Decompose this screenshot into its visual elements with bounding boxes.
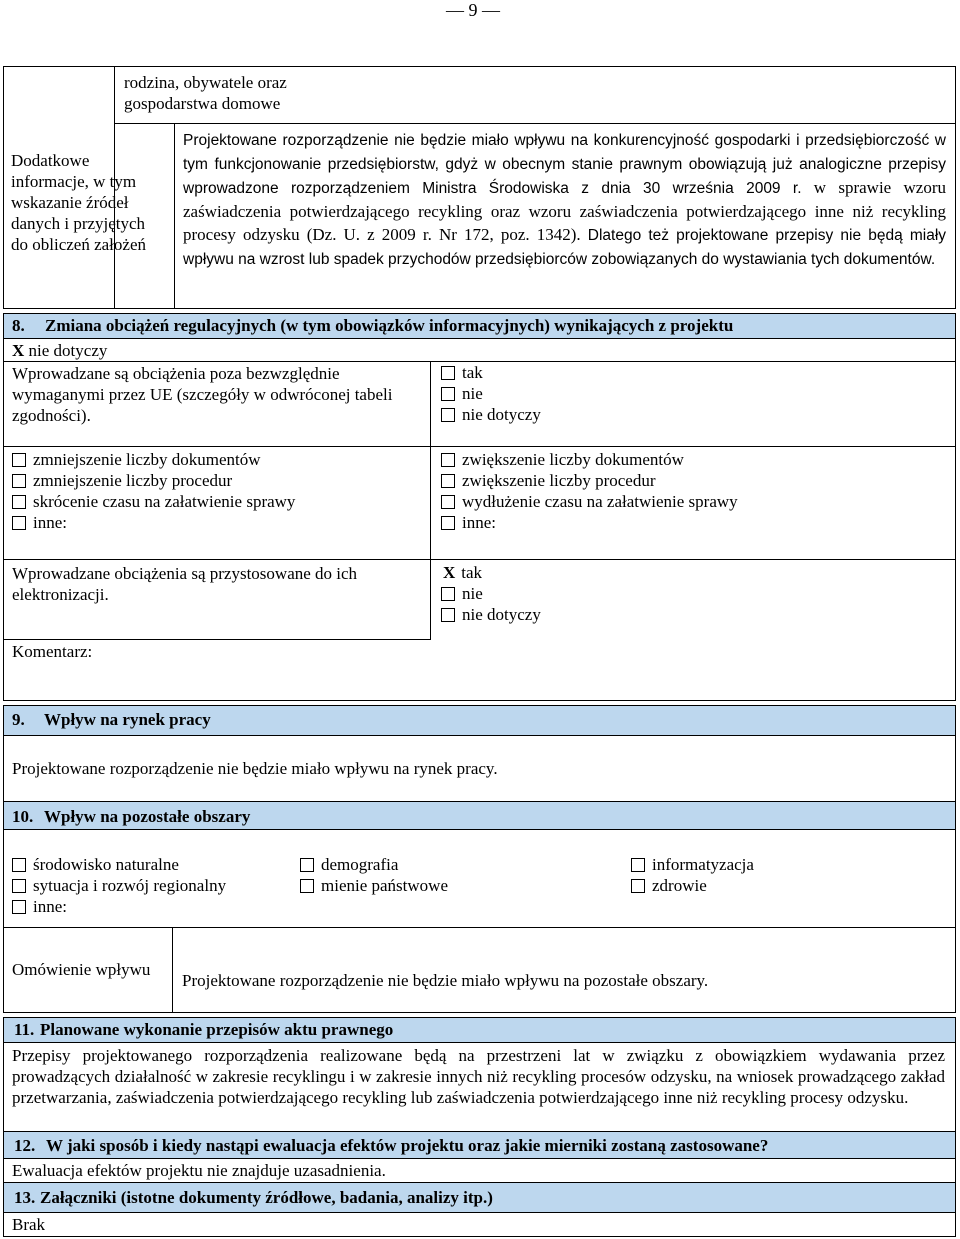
area-option-zdrowie[interactable]: zdrowie: [631, 876, 707, 896]
section13-body: [3, 1213, 956, 1237]
checkbox-icon[interactable]: [12, 453, 26, 467]
checkbox-icon[interactable]: [441, 495, 455, 509]
left-option-1[interactable]: zmniejszenie liczby dokumentów: [12, 450, 261, 470]
checkbox-icon[interactable]: [441, 387, 455, 401]
checkbox-icon[interactable]: [631, 858, 645, 872]
checkbox-icon[interactable]: [300, 858, 314, 872]
area-option-informatyzacja[interactable]: informatyzacja: [631, 855, 754, 875]
ue-option-nie-dotyczy[interactable]: nie dotyczy: [441, 405, 541, 425]
checkbox-icon[interactable]: [631, 879, 645, 893]
checkbox-icon[interactable]: [441, 474, 455, 488]
section9-title: Wpływ na rynek pracy: [44, 710, 211, 729]
checkbox-icon[interactable]: [12, 495, 26, 509]
right-option-1[interactable]: zwiększenie liczby dokumentów: [441, 450, 684, 470]
area-option-mienie[interactable]: mienie państwowe: [300, 876, 448, 896]
section13-title: Załączniki (istotne dokumenty źródłowe, badania, analizy itp.): [40, 1188, 493, 1207]
section13-text: Brak: [12, 1215, 46, 1234]
area-option-srodowisko[interactable]: środowisko naturalne: [12, 855, 179, 875]
section7-text-part1: Projektowane rozporządzenie nie będzie miało wpływu na konkurencyjność gospodarki i przedsiębiorczość w tym funkcjonowanie przedsiębiorstw, gdyż w obecnym stanie prawnym obowiązują już analogiczne przepisy wprowadzone rozporządzeniem Ministra Środowiska z dnia 30 września 2009 r.: [183, 132, 946, 197]
section11-title: Planowane wykonanie przepisów aktu prawnego: [40, 1020, 394, 1039]
electronic-question: Wprowadzane obciążenia są przystosowane do ich elektronizacji.: [12, 564, 358, 604]
section10-number: 10.: [12, 807, 34, 826]
section7-text-part3: Dlatego też projektowane przepisy nie będą miały wpływu na wzrost lub spadek przychodów przedsiębiorców zobowiązanych do wystawiania tych dokumentów.: [183, 227, 947, 268]
rodzina-label: rodzina, obywatele oraz gospodarstwa domowe: [124, 73, 287, 113]
area-option-demografia[interactable]: demografia: [300, 855, 398, 875]
checkbox-icon[interactable]: [441, 516, 455, 530]
omowienie-text: Projektowane rozporządzenie nie będzie miało wpływu na pozostałe obszary.: [182, 971, 709, 990]
checkbox-icon[interactable]: [12, 474, 26, 488]
komentarz-label: Komentarz:: [12, 642, 93, 661]
nie-dotyczy-row: [12, 341, 107, 361]
omowienie-label: Omówienie wpływu: [12, 960, 151, 979]
checkbox-icon[interactable]: [12, 900, 26, 914]
ue-question: Wprowadzane są obciążenia poza bezwzględnie wymaganymi przez UE (szczegóły w odwróconej tabeli zgodności).: [12, 364, 393, 425]
left-option-4[interactable]: inne:: [12, 513, 67, 533]
section11-text: Przepisy projektowanego rozporządzenia realizowane będą na przestrzeni lat w związku z obowiązkiem wydawania przez prowadzących działalność w zakresie recyklingu i w zakresie innych niż recykling procesów odzysku, na wniosek prowadzącego zakład przetwarzania, zaświadczenia potwierdzającego recykling lub zaświadczenia potwierdzającego inne niż recykling procesy odzysku.: [12, 1046, 945, 1107]
checkbox-icon[interactable]: [441, 453, 455, 467]
section8-title: Zmiana obciążeń regulacyjnych (w tym obowiązków informacyjnych) wynikających z projektu: [45, 316, 734, 335]
nie-dotyczy-mark[interactable]: X: [12, 341, 25, 360]
nie-dotyczy-label: nie dotyczy: [28, 341, 108, 360]
right-option-3[interactable]: wydłużenie czasu na załatwienie sprawy: [441, 492, 738, 512]
checkbox-icon[interactable]: [441, 608, 455, 622]
section8-number: 8.: [12, 316, 25, 335]
ue-option-tak[interactable]: tak: [441, 363, 483, 383]
electronic-option-nie-dotyczy[interactable]: nie dotyczy: [441, 605, 541, 625]
page-number: — 9 —: [446, 0, 500, 20]
electronic-option-nie[interactable]: nie: [441, 584, 483, 604]
electronic-tak-mark[interactable]: X: [443, 563, 456, 582]
section12-title: W jaki sposób i kiedy nastąpi ewaluacja efektów projektu oraz jakie mierniki zostaną zastosowane?: [46, 1136, 769, 1155]
checkbox-icon[interactable]: [12, 858, 26, 872]
dodatkowe-label: Dodatkowe informacje, w tym wskazanie źródeł danych i przyjętych do obliczeń założeń: [11, 151, 146, 254]
checkbox-icon[interactable]: [12, 516, 26, 530]
left-option-3[interactable]: skrócenie czasu na załatwienie sprawy: [12, 492, 295, 512]
left-option-2[interactable]: zmniejszenie liczby procedur: [12, 471, 232, 491]
electronic-option-tak[interactable]: X tak: [443, 563, 483, 582]
section12-text: Ewaluacja efektów projektu nie znajduje uzasadnienia.: [12, 1161, 386, 1180]
area-option-inne[interactable]: inne:: [12, 897, 67, 917]
area-option-sytuacja[interactable]: sytuacja i rozwój regionalny: [12, 876, 226, 896]
right-option-4[interactable]: inne:: [441, 513, 496, 533]
section9-number: 9.: [12, 710, 25, 729]
checkbox-icon[interactable]: [300, 879, 314, 893]
section7-text-part2: w sprawie wzoru zaświadczenia potwierdzającego recykling oraz wzoru zaświadczenia potwierdzającego inne niż recykling procesy odzysku (Dz. U. z 2009 r. Nr 172, poz. 1342).: [183, 178, 946, 244]
right-option-2[interactable]: zwiększenie liczby procedur: [441, 471, 656, 491]
section12-number: 12.: [14, 1136, 36, 1155]
section7-text: [183, 128, 946, 271]
checkbox-icon[interactable]: [12, 879, 26, 893]
ue-option-nie[interactable]: nie: [441, 384, 483, 404]
checkbox-icon[interactable]: [441, 587, 455, 601]
section10-title: Wpływ na pozostałe obszary: [44, 807, 251, 826]
checkbox-icon[interactable]: [441, 366, 455, 380]
checkbox-icon[interactable]: [441, 408, 455, 422]
section9-text: Projektowane rozporządzenie nie będzie miało wpływu na rynek pracy.: [12, 759, 498, 778]
section11-number: 11.: [14, 1020, 35, 1039]
section13-number: 13.: [14, 1188, 36, 1207]
